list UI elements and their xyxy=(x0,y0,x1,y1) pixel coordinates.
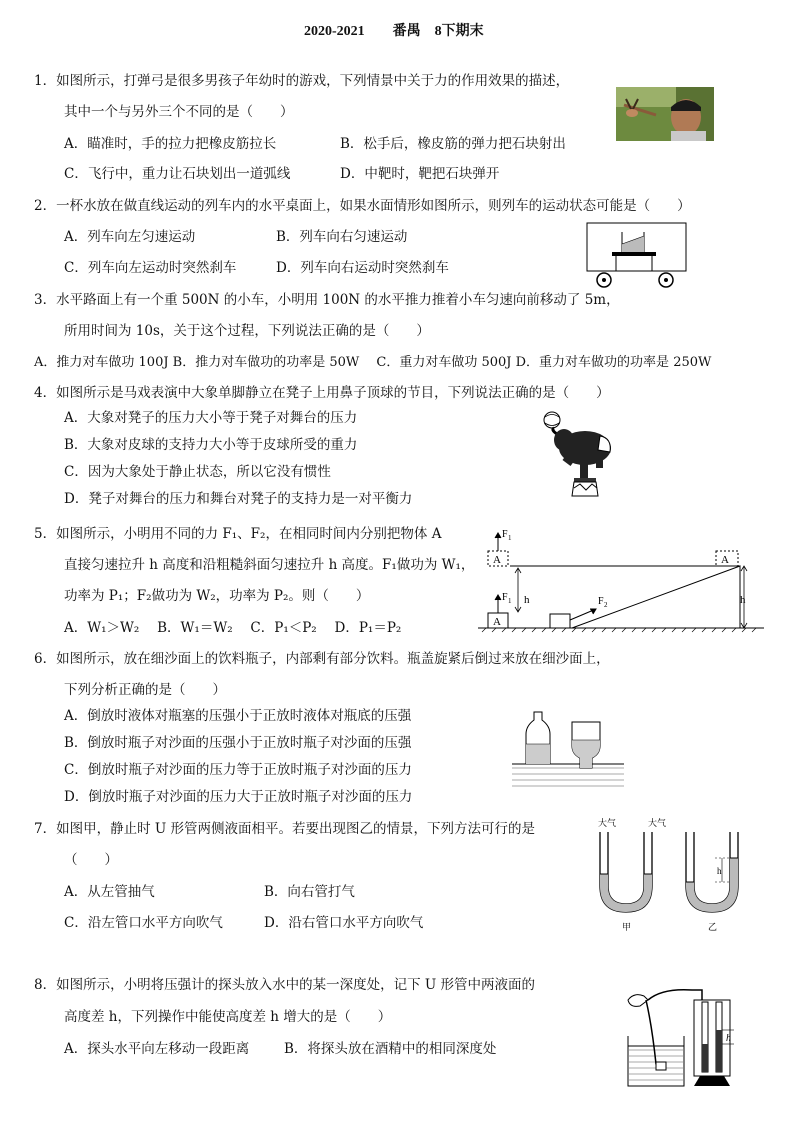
q7-option-c: C．沿左管口水平方向吹气 xyxy=(64,915,223,931)
q3-options: A．推力对车做功 100J B．推力对车做功的功率是 50W C．重力对车做功 500J D．重力对车做功的功率是 250W xyxy=(34,355,712,370)
q6-option-b: B．倒放时瓶子对沙面的压强小于正放时瓶子对沙面的压强 xyxy=(64,735,412,751)
q7-option-a: A．从左管抽气 xyxy=(64,884,155,900)
q4-option-b: B．大象对皮球的支持力大小等于皮球所受的重力 xyxy=(64,437,358,453)
q8-stem-line2: 高度差 h，下列操作中能使高度差 h 增大的是（ ） xyxy=(64,1009,392,1025)
label-jia: 甲 xyxy=(622,922,632,932)
elephant-figure xyxy=(540,406,624,500)
q4-option-d: D．凳子对舞台的压力和舞台对凳子的支持力是一对平衡力 xyxy=(64,491,413,507)
incline-figure xyxy=(478,524,764,636)
q5-stem-line1: 5．如图所示，小明用不同的力 F₁、F₂，在相同时间内分别把物体 A xyxy=(34,526,442,542)
q6-stem-line2: 下列分析正确的是（ ） xyxy=(64,682,226,698)
q6-stem-line1: 6．如图所示，放在细沙面上的饮料瓶子，内部剩有部分饮料。瓶盖旋紧后倒过来放在细沙面上， xyxy=(34,651,610,667)
q7-stem-line1: 7．如图甲，静止时 U 形管两侧液面相平。若要出现图乙的情景，下列方法可行的是 xyxy=(34,821,536,837)
f1-sub-top: 1 xyxy=(508,534,512,542)
bottles-figure xyxy=(512,710,624,790)
q6-option-a: A．倒放时液体对瓶塞的压强小于正放时液体对瓶底的压强 xyxy=(64,708,412,724)
f2-label: F xyxy=(598,596,604,607)
f1-label-top: F xyxy=(502,529,508,540)
q8-stem-line1: 8．如图所示，小明将压强计的探头放入水中的某一深度处，记下 U 形管中两液面的 xyxy=(34,977,536,993)
f1-sub-bottom: 1 xyxy=(508,597,512,605)
q1-option-b: B．松手后，橡皮筋的弹力把石块射出 xyxy=(340,136,566,152)
h-label: h xyxy=(717,866,722,876)
f1-label-bottom: F xyxy=(502,592,508,603)
pressure-gauge-figure xyxy=(622,986,742,1090)
train-cup-figure xyxy=(586,222,688,290)
air-label-1: 大气 xyxy=(598,818,617,828)
q2-option-d: D．列车向右运动时突然刹车 xyxy=(276,260,449,276)
label-yi: 乙 xyxy=(708,922,718,932)
h-label: h xyxy=(726,1033,731,1044)
q6-option-c: C．倒放时瓶子对沙面的压力等于正放时瓶子对沙面的压力 xyxy=(64,762,412,778)
q1-option-d: D．中靶时，靶把石块弹开 xyxy=(340,166,500,182)
air-label-2: 大气 xyxy=(648,818,667,828)
q2-option-a: A．列车向左匀速运动 xyxy=(64,229,196,245)
q7-option-d: D．沿右管口水平方向吹气 xyxy=(264,915,424,931)
box-a-right: A xyxy=(721,554,729,566)
q6-option-d: D．倒放时瓶子对沙面的压力大于正放时瓶子对沙面的压力 xyxy=(64,789,413,805)
q1-stem-line2: 其中一个与另外三个不同的是（ ） xyxy=(64,104,294,120)
slingshot-photo xyxy=(616,87,714,141)
q8-option-b: B．将探头放在酒精中的相同深度处 xyxy=(284,1041,497,1057)
q2-stem: 2．一杯水放在做直线运动的列车内的水平桌面上，如果水面情形如图所示，则列车的运动状态可能是（ ） xyxy=(34,198,691,214)
q4-stem: 4．如图所示是马戏表演中大象单脚静立在凳子上用鼻子顶球的节目，下列说法正确的是（ ） xyxy=(34,385,610,401)
q5-options: A．W₁＞W₂ B．W₁＝W₂ C．P₁＜P₂ D．P₁＝P₂ xyxy=(64,620,402,636)
f2-sub: 2 xyxy=(604,601,608,609)
q1-stem-line1: 1．如图所示，打弹弓是很多男孩子年幼时的游戏，下列情景中关于力的作用效果的描述， xyxy=(34,73,570,89)
u-tube-figure xyxy=(590,814,760,936)
h-label-right: h xyxy=(740,594,746,606)
q2-option-b: B．列车向右匀速运动 xyxy=(276,229,408,245)
q2-option-c: C．列车向左运动时突然刹车 xyxy=(64,260,237,276)
q5-stem-line3: 功率为 P₁；F₂做功为 W₂，功率为 P₂。则（ ） xyxy=(64,588,370,604)
box-a-bottom: A xyxy=(493,616,501,628)
q5-stem-line2: 直接匀速拉升 h 高度和沿粗糙斜面匀速拉升 h 高度。F₁做功为 W₁， xyxy=(64,557,475,573)
h-label-left: h xyxy=(524,594,530,606)
q4-option-c: C．因为大象处于静止状态，所以它没有惯性 xyxy=(64,464,331,480)
q8-option-a: A．探头水平向左移动一段距离 xyxy=(64,1041,250,1057)
page-title: 2020-2021 番禺 8下期末 xyxy=(304,24,484,39)
box-a-top: A xyxy=(493,554,501,566)
q7-stem-line2: （ ） xyxy=(64,852,118,868)
q3-stem-line2: 所用时间为 10s，关于这个过程，下列说法正确的是（ ） xyxy=(64,323,430,339)
q1-option-c: C．飞行中，重力让石块划出一道弧线 xyxy=(64,166,291,182)
q3-stem-line1: 3．水平路面上有一个重 500N 的小车，小明用 100N 的水平推力推着小车匀速向前移动了 5m， xyxy=(34,292,620,308)
q4-option-a: A．大象对凳子的压力大小等于凳子对舞台的压力 xyxy=(64,410,358,426)
q1-option-a: A．瞄准时，手的拉力把橡皮筋拉长 xyxy=(64,136,277,152)
q7-option-b: B．向右管打气 xyxy=(264,884,355,900)
